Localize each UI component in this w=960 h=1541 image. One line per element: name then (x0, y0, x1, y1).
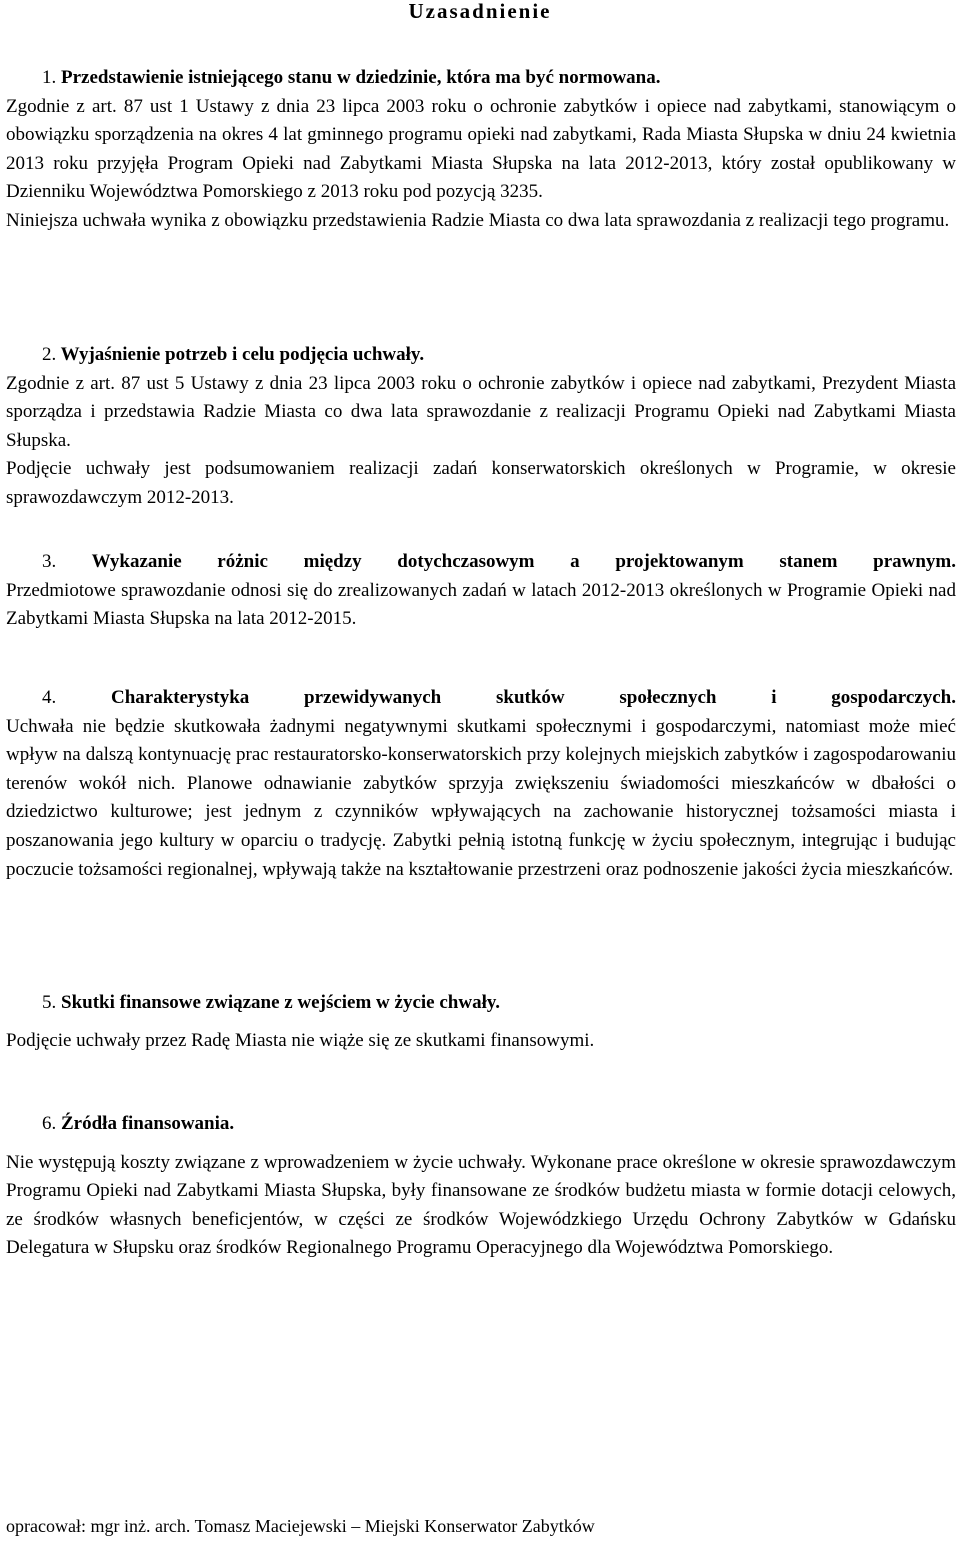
section-heading (6, 341, 956, 370)
section-title: Charakterystyka przewidywanych skutków społecznych i gospodarczych. (111, 687, 956, 708)
section-heading (6, 1110, 956, 1139)
paragraph: Zgodnie z art. 87 ust 5 Ustawy z dnia 23 lipca 2003 roku o ochronie zabytków i opiece nad zabytkami, Prezydent Miasta sporządza i przedstawia Radzie Miasta co dwa lata sprawozdanie z realizacji Programu Opieki nad Zabytkami Miasta Słupska. (6, 372, 956, 451)
paragraph: Uchwała nie będzie skutkowała żadnymi negatywnymi skutkami społecznymi i gospodarczymi, natomiast może mieć wpływ na dalszą kontynuację prac restauratorsko-konserwatorskich przy kolejnych miejskich zabytków i zagospodarowaniu terenów wokół nich. Planowe odnawianie zabytków sprzyja zwiększeniu świadomości mieszkańców w dbałości o dziedzictwo kulturowe; jest jednym z czynników wpływających na zachowanie historycznej tożsamości miasta i poszanowania jego kultury w oparciu o tradycję. Zabytki pełnią istotną funkcję w życiu społecznym, integrując i budując poczucie tożsamości regionalnej, wpływają także na kształtowanie przestrzeni oraz podnoszenie jakości życia mieszkańców. (6, 715, 956, 880)
paragraph: Niniejsza uchwała wynika z obowiązku przedstawienia Radzie Miasta co dwa lata sprawozdania z realizacji tego programu. (6, 209, 950, 231)
section-number: 1. (42, 67, 57, 88)
section-title: Wyjaśnienie potrzeb i celu podjęcia uchwały. (60, 344, 425, 365)
section-heading (6, 989, 956, 1018)
paragraph: Podjęcie uchwały przez Radę Miasta nie wiąże się ze skutkami finansowymi. (6, 1029, 595, 1051)
section-number: 4. (42, 687, 57, 708)
section-5 (6, 989, 956, 1055)
section-heading (6, 548, 956, 577)
section-6 (6, 1110, 956, 1263)
section-heading (6, 684, 956, 713)
paragraph: Podjęcie uchwały jest podsumowaniem realizacji zadań konserwatorskich określonych w Programie, w okresie sprawozdawczym 2012-2013. (6, 458, 956, 508)
section-1 (6, 64, 956, 236)
document-title: Uzasadnienie (408, 0, 552, 23)
paragraph: Przedmiotowe sprawozdanie odnosi się do zrealizowanych zadań w latach 2012-2013 określonych w Programie Opieki nad Zabytkami Miasta Słupska na lata 2012-2015. (6, 579, 956, 630)
section-title: Źródła finansowania. (61, 1113, 235, 1134)
section-number: 3. (42, 551, 57, 572)
section-2 (6, 341, 956, 513)
section-title: Wykazanie różnic między dotychczasowym a projektowanym stanem prawnym. (91, 551, 956, 572)
section-heading (6, 64, 956, 93)
section-title: Skutki finansowe związane z wejściem w życie chwały. (61, 992, 501, 1013)
footer-author: opracował: mgr inż. arch. Tomasz Maciejewski – Miejski Konserwator Zabytków (6, 1516, 595, 1536)
section-number: 2. (42, 344, 57, 365)
paragraph: Nie występują koszty związane z wprowadzeniem w życie uchwały. Wykonane prace określone w okresie sprawozdawczym Programu Opieki nad Zabytkami Miasta Słupska, były finansowane ze środków budżetu miasta w formie dotacji celowych, ze środków własnych beneficjentów, w części ze środków Wojewódzkiego Urzędu Ochrony Zabytków w Gdańsku Delegatura w Słupsku oraz środków Regionalnego Programu Operacyjnego dla Województwa Pomorskiego. (6, 1151, 956, 1259)
section-number: 6. (42, 1113, 57, 1134)
section-title: Przedstawienie istniejącego stanu w dziedzinie, która ma być normowana. (61, 67, 661, 88)
section-4 (6, 684, 956, 884)
section-3 (6, 548, 956, 634)
section-number: 5. (42, 992, 57, 1013)
paragraph: Zgodnie z art. 87 ust 1 Ustawy z dnia 23 lipca 2003 roku o ochronie zabytków i opiece nad zabytkami, stanowiącym o obowiązku sporządzenia na okres 4 lat gminnego programu opieki nad zabytkami, Rada Miasta Słupska w dniu 24 kwietnia 2013 roku przyjęła Program Opieki nad Zabytkami Miasta Słupska na lata 2012-2013, który został opublikowany w Dzienniku Województwa Pomorskiego z 2013 roku pod pozycją 3235. (6, 95, 956, 203)
